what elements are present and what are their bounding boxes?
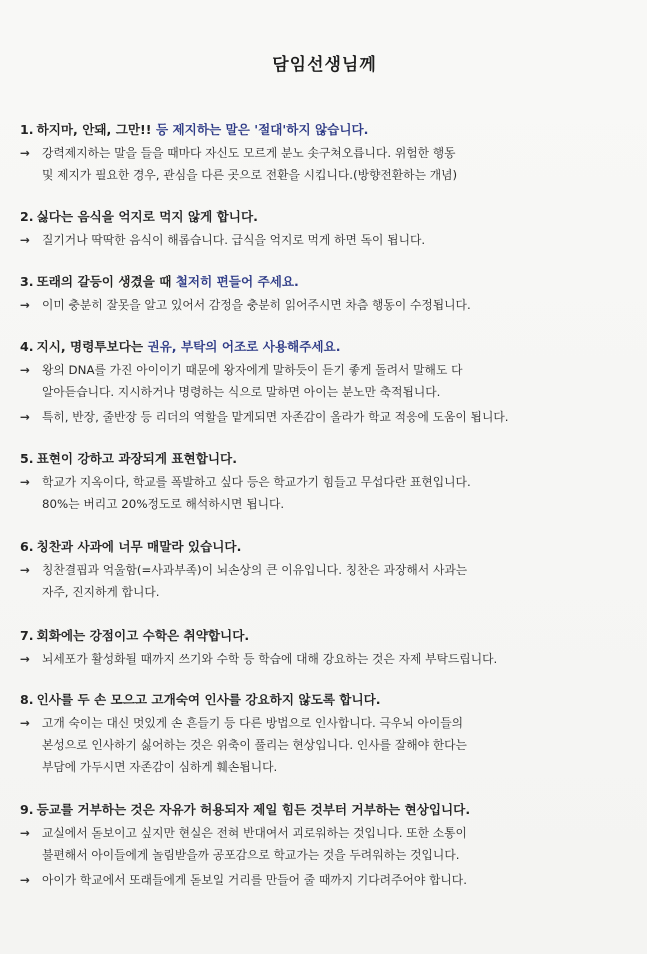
explanation-text bbox=[42, 142, 621, 186]
text-line: 알아듣습니다. 지시하거나 명령하는 식으로 말하면 아이는 분노만 축적됩니다. bbox=[42, 385, 441, 399]
arrow-right-icon: → bbox=[20, 363, 30, 377]
explanation-text bbox=[42, 869, 621, 891]
text-line: 왕의 DNA를 가진 아이이기 때문에 왕자에게 말하듯이 듣기 좋게 돌려서 말해도 다 bbox=[42, 363, 463, 377]
text-line: 아이가 학교에서 또래들에게 돋보일 거리를 만들어 줄 때까지 기다려주어야 합니다. bbox=[42, 873, 467, 887]
request-list bbox=[20, 121, 621, 891]
explanation-point bbox=[20, 559, 621, 603]
request-item bbox=[20, 208, 621, 251]
request-item bbox=[20, 691, 621, 778]
request-heading bbox=[20, 208, 621, 226]
text-line: 교실에서 돋보이고 싶지만 현실은 전혀 반대여서 괴로워하는 것입니다. 또한 소통이 bbox=[42, 826, 467, 840]
arrow-right-icon: → bbox=[20, 826, 30, 840]
item-number: 1. bbox=[20, 122, 34, 137]
text-line: 특히, 반장, 줄반장 등 리더의 역할을 맡게되면 자존감이 올라가 학교 적응에 도움이 됩니다. bbox=[42, 410, 509, 424]
explanation-text bbox=[42, 559, 621, 603]
explanation-point bbox=[20, 648, 621, 670]
text-line: 및 제지가 필요한 경우, 관심을 다른 곳으로 전환을 시킵니다.(방향전환하는 개념) bbox=[42, 168, 458, 182]
request-heading bbox=[20, 538, 621, 556]
text-line: 뇌세포가 활성화될 때까지 쓰기와 수학 등 학습에 대해 강요하는 것은 자제 부탁드립니다. bbox=[42, 652, 498, 666]
heading-text: 권유, 부탁의 어조로 사용해주세요. bbox=[147, 339, 341, 354]
text-line: 칭찬결핍과 억울함(=사과부족)이 뇌손상의 큰 이유입니다. 칭찬은 과장해서 사과는 bbox=[42, 563, 468, 577]
request-heading bbox=[20, 338, 621, 356]
item-number: 5. bbox=[20, 451, 34, 466]
request-heading bbox=[20, 801, 621, 819]
heading-text: 등 제지하는 말은 '절대'하지 않습니다. bbox=[155, 122, 369, 137]
heading-text: 표현이 강하고 과장되게 표현합니다. bbox=[36, 451, 237, 466]
request-item bbox=[20, 273, 621, 316]
heading-text: 회화에는 강점이고 수학은 취약합니다. bbox=[36, 628, 250, 643]
text-line: 고개 숙이는 대신 멋있게 손 흔들기 등 다른 방법으로 인사합니다. 극우뇌 아이들의 bbox=[42, 716, 464, 730]
item-number: 4. bbox=[20, 339, 34, 354]
request-heading bbox=[20, 627, 621, 645]
item-number: 2. bbox=[20, 209, 34, 224]
explanation-point bbox=[20, 712, 621, 778]
arrow-right-icon: → bbox=[20, 563, 30, 577]
explanation-text bbox=[42, 471, 621, 515]
explanation-point bbox=[20, 471, 621, 515]
arrow-right-icon: → bbox=[20, 475, 30, 489]
arrow-right-icon: → bbox=[20, 298, 30, 312]
explanation-text bbox=[42, 712, 621, 778]
explanation-point bbox=[20, 229, 621, 251]
text-line: 80%는 버리고 20%정도로 해석하시면 됩니다. bbox=[42, 497, 285, 511]
text-line: 불편해서 아이들에게 놀림받을까 공포감으로 학교가는 것을 두려워하는 것입니다. bbox=[42, 848, 460, 862]
text-line: 자주, 진지하게 합니다. bbox=[42, 585, 160, 599]
explanation-text bbox=[42, 229, 621, 251]
request-heading bbox=[20, 121, 621, 139]
arrow-right-icon: → bbox=[20, 716, 30, 730]
request-item bbox=[20, 801, 621, 891]
explanation-text bbox=[42, 648, 621, 670]
item-number: 7. bbox=[20, 628, 34, 643]
item-number: 3. bbox=[20, 274, 34, 289]
arrow-right-icon: → bbox=[20, 873, 30, 887]
text-line: 본성으로 인사하기 싫어하는 것은 위축이 풀리는 현상입니다. 인사를 잘해야 한다는 bbox=[42, 738, 467, 752]
heading-text: 싫다는 음식을 억지로 먹지 않게 합니다. bbox=[36, 209, 258, 224]
text-line: 강력제지하는 말을 들을 때마다 자신도 모르게 분노 솟구쳐오릅니다. 위험한 행동 bbox=[42, 146, 456, 160]
arrow-right-icon: → bbox=[20, 146, 30, 160]
text-line: 학교가 지옥이다, 학교를 폭발하고 싶다 등은 학교가기 힘들고 무섭다란 표현입니다. bbox=[42, 475, 471, 489]
text-line: 이미 충분히 잘못을 알고 있어서 감정을 충분히 읽어주시면 차츰 행동이 수정됩니다. bbox=[42, 298, 471, 312]
request-heading bbox=[20, 273, 621, 291]
request-item bbox=[20, 538, 621, 603]
explanation-text bbox=[42, 359, 621, 403]
explanation-point bbox=[20, 822, 621, 866]
request-item bbox=[20, 627, 621, 670]
request-heading bbox=[20, 450, 621, 468]
heading-text: 지시, 명령투보다는 bbox=[36, 339, 148, 354]
item-number: 6. bbox=[20, 539, 34, 554]
request-item bbox=[20, 121, 621, 186]
item-number: 8. bbox=[20, 692, 34, 707]
text-line: 부담에 가두시면 자존감이 심하게 훼손됩니다. bbox=[42, 760, 278, 774]
explanation-point bbox=[20, 142, 621, 186]
heading-text: 철저히 편들어 주세요. bbox=[175, 274, 299, 289]
explanation-text bbox=[42, 406, 621, 428]
request-item bbox=[20, 450, 621, 515]
arrow-right-icon: → bbox=[20, 652, 30, 666]
heading-text: 칭찬과 사과에 너무 매말라 있습니다. bbox=[36, 539, 242, 554]
text-line: 질기거나 딱딱한 음식이 해롭습니다. 급식을 억지로 먹게 하면 독이 됩니다. bbox=[42, 233, 426, 247]
arrow-right-icon: → bbox=[20, 233, 30, 247]
request-item bbox=[20, 338, 621, 428]
arrow-right-icon: → bbox=[20, 410, 30, 424]
explanation-point bbox=[20, 869, 621, 891]
page-title: 담임선생님께 bbox=[272, 55, 377, 75]
item-number: 9. bbox=[20, 802, 34, 817]
heading-text: 인사를 두 손 모으고 고개숙여 인사를 강요하지 않도록 합니다. bbox=[36, 692, 381, 707]
explanation-point bbox=[20, 406, 621, 428]
explanation-point bbox=[20, 359, 621, 403]
heading-text: 또래의 갈등이 생겼을 때 bbox=[36, 274, 176, 289]
explanation-point bbox=[20, 294, 621, 316]
request-heading bbox=[20, 691, 621, 709]
explanation-text bbox=[42, 822, 621, 866]
explanation-text bbox=[42, 294, 621, 316]
heading-text: 등교를 거부하는 것은 자유가 허용되자 제일 힘든 것부터 거부하는 현상입니다. bbox=[36, 802, 471, 817]
heading-text: 하지마, 안돼, 그만!! bbox=[36, 122, 156, 137]
